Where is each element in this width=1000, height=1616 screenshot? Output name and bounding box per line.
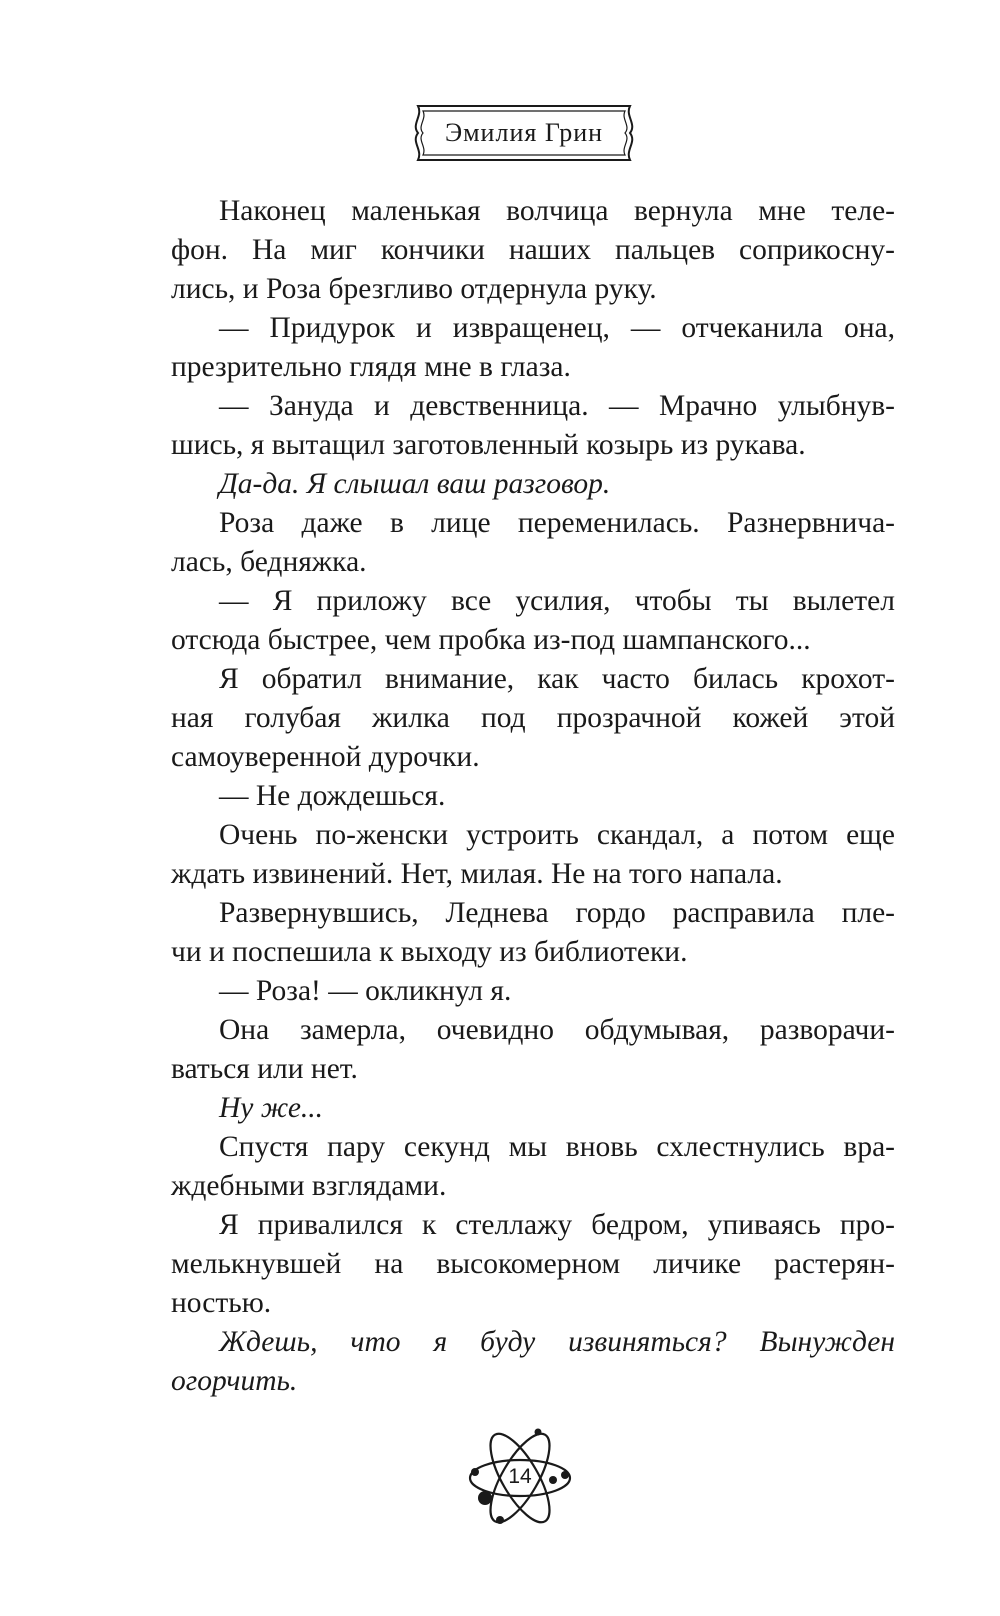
text-line: чи и поспешила к выходу из библиотеки. (171, 936, 688, 968)
text-line: — Я приложу все усилия, чтобы ты вылетел (219, 585, 895, 617)
text-line: Я привалился к стеллажу бедром, упиваясь про- (219, 1209, 895, 1241)
text-line: самоуверенной дурочки. (171, 741, 480, 773)
page-folio (465, 1420, 575, 1536)
text-line: Развернувшись, Леднева гордо расправила пле- (219, 897, 895, 929)
text-line: ная голубая жилка под прозрачной кожей этой (171, 702, 895, 734)
text-line: Я обратил внимание, как часто билась крохот- (219, 663, 895, 695)
text-line: лись, и Роза брезгливо отдернула руку. (171, 273, 657, 305)
text-line: — Не дождешься. (219, 780, 446, 812)
text-line: Да-да. Я слышал ваш разговор. (219, 468, 611, 500)
text-line: отсюда быстрее, чем пробка из-под шампанского... (171, 624, 811, 656)
text-line: фон. На миг кончики наших пальцев соприкосну- (171, 234, 895, 266)
text-line: лась, бедняжка. (171, 546, 367, 578)
running-header-author: Эмилия Грин (444, 118, 604, 147)
text-line: мелькнувшей на высокомерном личике растерян- (171, 1248, 895, 1280)
text-line: шись, я вытащил заготовленный козырь из рукава. (171, 429, 806, 461)
text-line: Очень по-женски устроить скандал, а потом еще (219, 819, 895, 851)
page-number: 14 (508, 1465, 532, 1488)
text-line: Роза даже в лице переменилась. Разнервнича- (219, 507, 895, 539)
text-line: Наконец маленькая волчица вернула мне теле- (219, 195, 895, 227)
text-line: огорчить. (171, 1365, 298, 1397)
text-line: ждебными взглядами. (171, 1170, 447, 1202)
running-header (400, 102, 648, 164)
text-line: Ну же... (219, 1092, 324, 1124)
text-line: — Придурок и извращенец, — отчеканила она, (219, 312, 895, 344)
text-line: ваться или нет. (171, 1053, 358, 1085)
text-line: — Зануда и девственница. — Мрачно улыбнув- (219, 390, 895, 422)
body-text (171, 192, 895, 1401)
text-line: ностью. (171, 1287, 272, 1319)
text-line: ждать извинений. Нет, милая. Не на того напала. (171, 858, 783, 890)
text-line: Спустя пару секунд мы вновь схлестнулись вра- (219, 1131, 895, 1163)
text-line: презрительно глядя мне в глаза. (171, 351, 571, 383)
text-line: Ждешь, что я буду извиняться? Вынужден (219, 1326, 895, 1358)
text-line: Она замерла, очевидно обдумывая, разворачи- (219, 1014, 895, 1046)
text-line: — Роза! — окликнул я. (219, 975, 512, 1007)
